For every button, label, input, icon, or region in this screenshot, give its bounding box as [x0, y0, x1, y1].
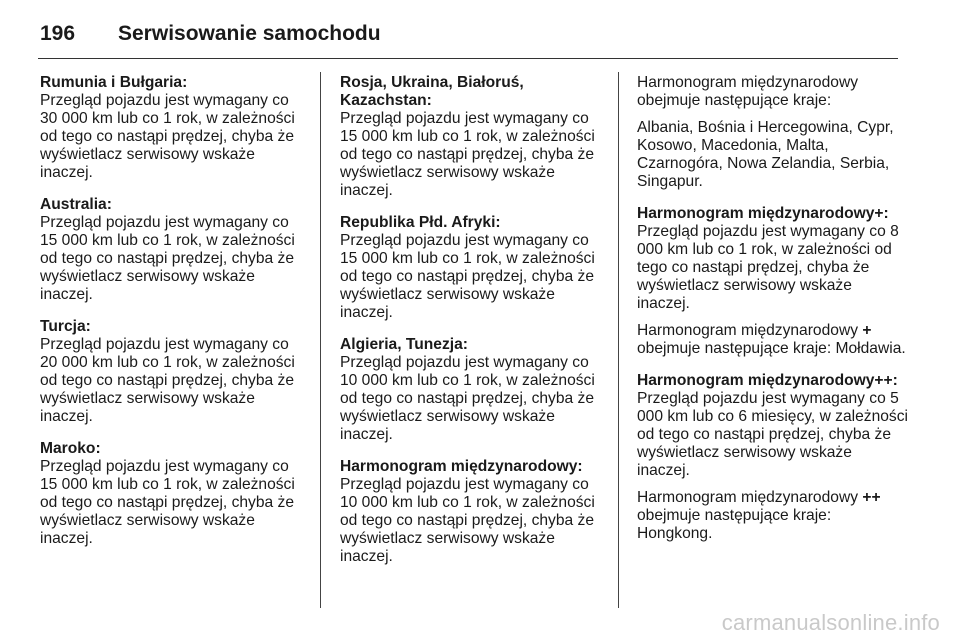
column-1: [40, 74, 306, 562]
paragraph: [637, 489, 909, 543]
section-text: Przegląd pojazdu jest wymagany co 15 000 km lub co 1 rok, w zależności od tego co nastąpi prędzej, chyba że wyświetlacz serwisowy wskaże inaczej.: [340, 110, 595, 199]
section-algeria-tunisia: [340, 336, 606, 444]
section-text: Przegląd pojazdu jest wymagany co 10 000 km lub co 1 rok, w zależności od tego co nastąpi prędzej, chyba że wyświetlacz serwisowy wskaże inaczej.: [340, 354, 595, 443]
header-rule: [38, 58, 898, 59]
paragraph-text: obejmuje następujące kraje: Hongkong.: [637, 507, 832, 542]
paragraph: [637, 372, 909, 480]
section-international-countries: [637, 74, 909, 191]
section-text: Przegląd pojazdu jest wymagany co 15 000 km lub co 1 rok, w zależności od tego co nastąpi prędzej, chyba że wyświetlacz serwisowy wskaże inaczej.: [40, 214, 295, 303]
section-heading: Harmonogram międzynarodowy+:: [637, 205, 889, 222]
section-text: Przegląd pojazdu jest wymagany co 30 000 km lub co 1 rok, w zależności od tego co nastąpi prędzej, chyba że wyświetlacz serwisowy wskaże inaczej.: [40, 92, 295, 181]
section-text: Przegląd pojazdu jest wymagany co 15 000 km lub co 1 rok, w zależności od tego co nastąpi prędzej, chyba że wyświetlacz serwisowy wskaże inaczej.: [40, 458, 295, 547]
section-text: Przegląd pojazdu jest wymagany co 8 000 km lub co 1 rok, w zależności od tego co nastąpi prędzej, chyba że wyświetlacz serwisowy wskaże inaczej.: [637, 223, 899, 312]
section-romania-bulgaria: [40, 74, 306, 182]
section-heading: Algieria, Tunezja:: [340, 336, 468, 353]
section-heading: Rosja, Ukraina, Białoruś, Kazachstan:: [340, 74, 524, 109]
section-australia: [40, 196, 306, 304]
paragraph-text: Harmonogram międzynarodowy: [637, 489, 863, 506]
paragraph: [637, 205, 909, 313]
section-heading: Harmonogram międzynarodowy:: [340, 458, 583, 475]
section-russia-ukraine-belarus-kazakhstan: [340, 74, 606, 200]
paragraph: Albania, Bośnia i Hercegowina, Cypr, Kosowo, Macedonia, Malta, Czarnogóra, Nowa Zelandia, Serbia, Singapur.: [637, 119, 894, 190]
section-text: Przegląd pojazdu jest wymagany co 5 000 km lub co 6 miesięcy, w zależności od tego co nastąpi prędzej, chyba że wyświetlacz serwisowy wskaże inaczej.: [637, 390, 908, 479]
section-heading: Maroko:: [40, 440, 101, 457]
plus-symbol: +: [862, 322, 872, 339]
page-header: [40, 16, 381, 52]
column-divider-2: [618, 72, 619, 608]
section-international-plusplus: [637, 372, 909, 543]
section-south-africa: [340, 214, 606, 322]
section-heading: Turcja:: [40, 318, 91, 335]
page-number: 196: [40, 22, 76, 45]
paragraph: [637, 322, 909, 358]
section-heading: Republika Płd. Afryki:: [340, 214, 501, 231]
section-heading: Rumunia i Bułgaria:: [40, 74, 188, 91]
column-divider-1: [320, 72, 321, 608]
page-title: Serwisowanie samochodu: [118, 22, 381, 45]
section-international-schedule: [340, 458, 606, 566]
section-heading: Harmonogram międzynarodowy++:: [637, 372, 898, 389]
watermark: carmanualsonline.info: [721, 610, 940, 635]
paragraph: Harmonogram międzynarodowy obejmuje następujące kraje:: [637, 74, 859, 109]
column-3: [637, 74, 909, 557]
paragraph-text: obejmuje następujące kraje: Mołdawia.: [637, 340, 906, 357]
section-morocco: [40, 440, 306, 548]
section-turkey: [40, 318, 306, 426]
section-text: Przegląd pojazdu jest wymagany co 20 000 km lub co 1 rok, w zależności od tego co nastąpi prędzej, chyba że wyświetlacz serwisowy wskaże inaczej.: [40, 336, 295, 425]
section-text: Przegląd pojazdu jest wymagany co 10 000 km lub co 1 rok, w zależności od tego co nastąpi prędzej, chyba że wyświetlacz serwisowy wskaże inaczej.: [340, 476, 595, 565]
plusplus-symbol: ++: [862, 489, 881, 506]
section-text: Przegląd pojazdu jest wymagany co 15 000 km lub co 1 rok, w zależności od tego co nastąpi prędzej, chyba że wyświetlacz serwisowy wskaże inaczej.: [340, 232, 595, 321]
column-2: [340, 74, 606, 580]
paragraph-text: Harmonogram międzynarodowy: [637, 322, 863, 339]
section-heading: Australia:: [40, 196, 112, 213]
section-international-plus: [637, 205, 909, 358]
